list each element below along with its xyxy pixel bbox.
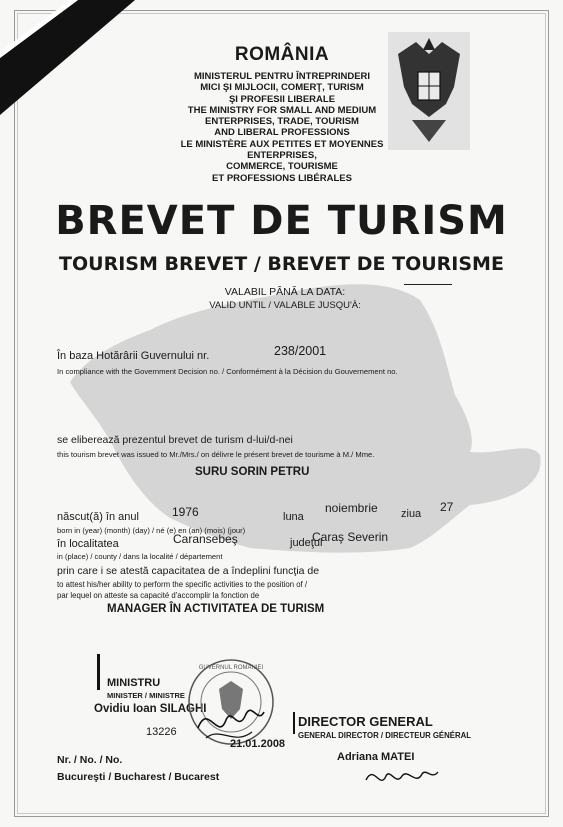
birth-label: născut(ă) în anul [57,511,139,523]
minister-title: MINISTRU [107,677,161,689]
director-title-translation: GENERAL DIRECTOR / DIRECTEUR GÉNÉRAL [298,731,471,740]
director-vertical-bar [293,712,295,734]
ministry-line: ENTERPRISES, TRADE, TOURISM [205,116,359,128]
ministry-line: LE MINISTÈRE AUX PETITES ET MOYENNES [180,138,384,150]
birth-month-label: luna [283,511,304,523]
place-label-translation: in (place) / county / dans la localité / département [57,552,223,561]
minister-vertical-bar [97,654,100,690]
county-value: Caraş Severin [312,530,389,544]
country-heading: ROMÂNIA [234,44,330,65]
registration-date: 21.01.2008 [230,738,286,750]
birth-month: noiembrie [325,501,378,515]
minister-name: Ovidiu Ioan SILAGHI [94,703,207,715]
validity-label: VALABIL PÂNĂ LA DATA: [224,286,346,298]
issue-city: Bucureşti / Bucharest / Bucarest [57,771,220,783]
county-label: judeţul [290,537,323,549]
director-title: DIRECTOR GENERAL [298,714,433,729]
locality-label: în localitatea [57,538,119,550]
ministry-line: COMMERCE, TOURISME [226,161,338,173]
title-underline [404,284,452,285]
ministry-line: ET PROFESSIONS LIBÉRALES [212,172,352,184]
attest-label-fr: par lequel on atteste sa capacité d'accomplir la fonction de [57,591,260,600]
locality-value: Caransebeş [173,532,238,546]
birth-label-translation: born in (year) (month) (day) / né (e) en (an) (mois) (jour) [57,526,246,535]
seal-text: GUVERNUL ROMÂNIEI [198,665,264,671]
ministry-line: MICI ŞI MIJLOCII, COMERŢ, TURISM [200,82,364,94]
decision-number: 238/2001 [274,344,327,358]
attest-label-en: to attest his/her ability to perform the specific activities to the position of / [57,580,308,589]
holder-name: SURU SORIN PETRU [195,466,310,478]
registration-label: Nr. / No. / No. [57,754,123,766]
birth-day: 27 [440,500,454,514]
ministry-name-block [145,71,419,184]
ministry-line: ŞI PROFESII LIBERALE [228,93,336,105]
birth-day-label: ziua [401,508,422,520]
birth-year: 1976 [172,505,199,519]
validity-label-translation: VALID UNTIL / VALABLE JUSQU'À: [209,300,361,311]
decision-label-translation: In compliance with the Government Decision no. / Conformément à la Décision du Gouvernement no. [57,367,398,376]
attest-label: prin care i se atestă capacitatea de a îndeplini funcţia de [57,565,320,577]
director-name: Adriana MATEI [337,751,415,763]
ministry-line: ENTERPRISES, [247,150,317,162]
issued-to-label-translation: this tourism brevet was issued to Mr./Mrs./ on délivre le présent brevet de tourisme à M./ Mme. [57,450,375,459]
certificate-title: BREVET DE TURISM [55,198,508,244]
director-signature [362,760,442,796]
decision-label: În baza Hotărârii Guvernului nr. [57,350,210,362]
minister-title-translation: MINISTER / MINISTRE [107,691,185,700]
ministry-line: AND LIBERAL PROFESSIONS [214,127,350,139]
ministry-line: THE MINISTRY FOR SMALL AND MEDIUM [187,104,377,116]
certificate-subtitle: TOURISM BREVET / BREVET DE TOURISME [59,253,504,275]
issued-to-label: se eliberează prezentul brevet de turism d-lui/d-nei [57,434,293,446]
registration-number: 13226 [146,726,177,738]
ministry-line: MINISTERUL PENTRU ÎNTREPRINDERI [193,71,371,82]
position-title: MANAGER ÎN ACTIVITATEA DE TURISM [107,603,325,615]
